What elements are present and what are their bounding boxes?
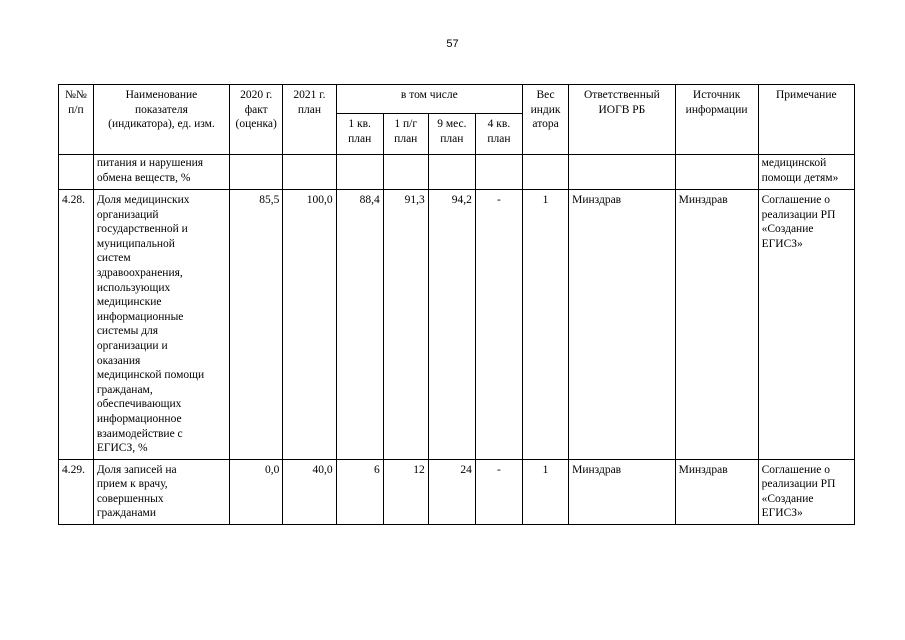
header-2020: 2020 г. факт (оценка)	[230, 85, 283, 155]
row-responsible: Минздрав	[569, 459, 676, 524]
header-responsible: Ответственный ИОГВ РБ	[569, 85, 676, 155]
header-q1: 1 кв. план	[336, 114, 383, 155]
row-q1: 88,4	[336, 190, 383, 460]
row-weight: 1	[523, 459, 569, 524]
row-q1	[336, 155, 383, 190]
row-source: Минздрав	[675, 459, 758, 524]
table-row	[59, 459, 855, 524]
header-name: Наименование показателя (индикатора), ед. изм.	[93, 85, 229, 155]
header-2021: 2021 г. план	[283, 85, 336, 155]
row-source: Минздрав	[675, 190, 758, 460]
row-2020	[230, 155, 283, 190]
row-note: Соглашение о реализации РП «Создание ЕГИСЗ»	[758, 459, 854, 524]
row-2021	[283, 155, 336, 190]
table-row	[59, 190, 855, 460]
row-q1: 6	[336, 459, 383, 524]
row-num	[59, 155, 94, 190]
row-q4: -	[475, 459, 522, 524]
header-weight: Вес индик атора	[523, 85, 569, 155]
row-note: Соглашение о реализации РП «Создание ЕГИСЗ»	[758, 190, 854, 460]
row-h1: 91,3	[383, 190, 428, 460]
header-including: в том числе	[336, 85, 522, 114]
row-2021: 100,0	[283, 190, 336, 460]
header-source: Источник информации	[675, 85, 758, 155]
header-num: №№ п/п	[59, 85, 94, 155]
row-num: 4.29.	[59, 459, 94, 524]
header-9m: 9 мес. план	[428, 114, 475, 155]
row-weight	[523, 155, 569, 190]
row-9m: 94,2	[428, 190, 475, 460]
row-responsible: Минздрав	[569, 190, 676, 460]
page-number: 57	[446, 38, 459, 50]
row-9m	[428, 155, 475, 190]
row-name: Доля записей на прием к врачу, совершенных гражданами	[93, 459, 229, 524]
row-h1	[383, 155, 428, 190]
header-q4: 4 кв. план	[475, 114, 522, 155]
table-header-row	[59, 85, 855, 114]
row-weight: 1	[523, 190, 569, 460]
row-num: 4.28.	[59, 190, 94, 460]
row-name: питания и нарушения обмена веществ, %	[93, 155, 229, 190]
indicators-table	[58, 84, 855, 525]
row-2020: 0,0	[230, 459, 283, 524]
table-row	[59, 155, 855, 190]
row-2021: 40,0	[283, 459, 336, 524]
header-note: Примечание	[758, 85, 854, 155]
row-responsible	[569, 155, 676, 190]
row-q4: -	[475, 190, 522, 460]
row-2020: 85,5	[230, 190, 283, 460]
row-9m: 24	[428, 459, 475, 524]
row-note: медицинской помощи детям»	[758, 155, 854, 190]
row-name: Доля медицинских организаций государственной и муниципальной систем здравоохранения, использующих медицинские информационные системы для организации и оказания медицинской помощи гражданам, обеспечивающих информационное взаимодействие с ЕГИСЗ, %	[93, 190, 229, 460]
row-h1: 12	[383, 459, 428, 524]
row-q4	[475, 155, 522, 190]
row-source	[675, 155, 758, 190]
header-h1: 1 п/г план	[383, 114, 428, 155]
